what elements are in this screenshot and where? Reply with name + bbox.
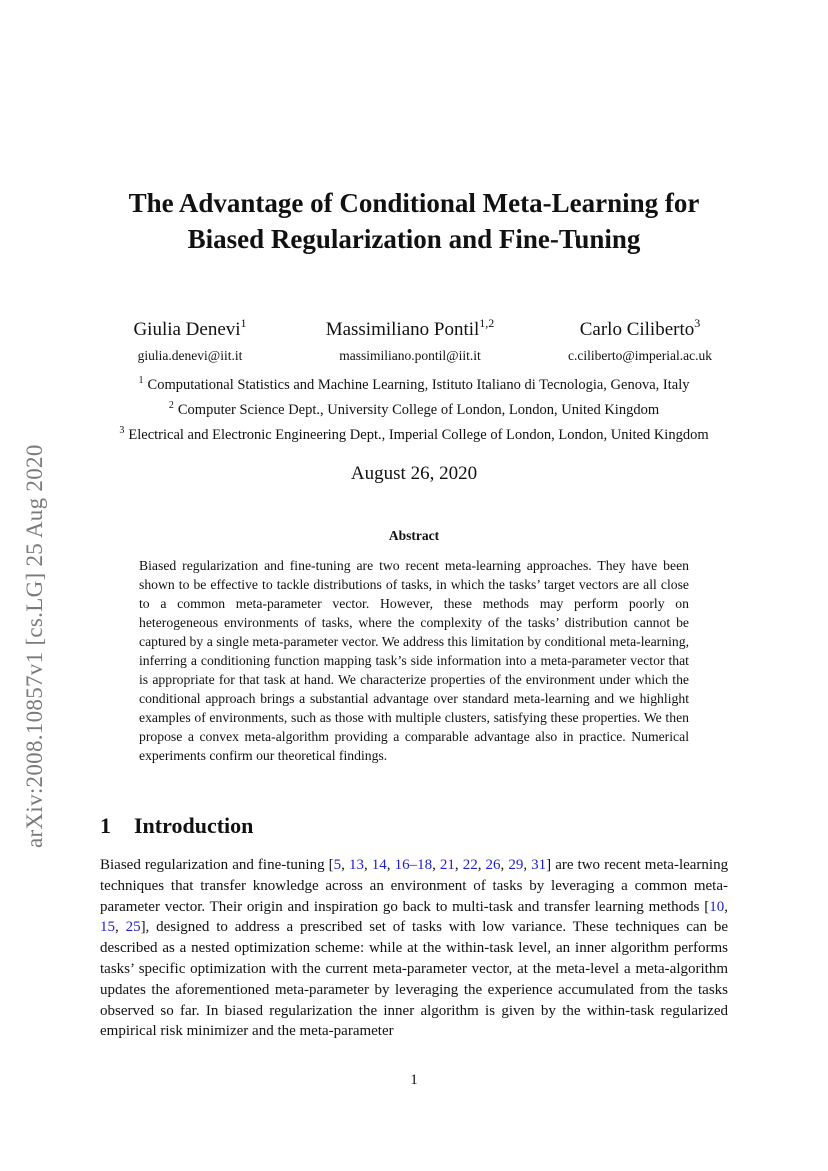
affiliation-1	[60, 375, 768, 395]
author-email: massimiliano.pontil@iit.it	[339, 348, 481, 363]
author-name	[540, 318, 740, 342]
abstract-heading: Abstract	[388, 528, 440, 543]
citation-link[interactable]: 25	[125, 919, 141, 936]
affiliation-3	[60, 425, 768, 445]
affiliation-text: Computer Science Dept., University College of London, London, United Kingdom	[177, 402, 660, 418]
paper-title	[60, 185, 768, 257]
affiliation-2	[60, 400, 768, 420]
citation-link[interactable]: 13	[348, 857, 364, 873]
intro-text: ] are two recent meta-learning techniques that transfer knowledge across an environment of tasks by leveraging a common meta-parameter vector. Their origin and inspiration go back to multi-task and transfer learning methods [	[100, 857, 729, 915]
title-line-2: Biased Regularization and Fine-Tuning	[187, 224, 641, 254]
citation-group-1: 5, 13, 14, 16–18, 21, 22, 26, 29, 31	[333, 857, 547, 873]
author-name	[100, 318, 280, 342]
citation-link[interactable]: 31	[531, 857, 547, 873]
author-name-text: Massimiliano Pontil	[325, 319, 480, 340]
intro-paragraph	[100, 855, 728, 1042]
author-affil-sup: 1	[240, 316, 247, 330]
author-email: giulia.denevi@iit.it	[137, 348, 243, 363]
citation-link[interactable]: 10	[709, 898, 725, 915]
section-title: Introduction	[134, 813, 254, 838]
author-block-2	[300, 318, 520, 366]
affiliation-sup: 2	[168, 400, 174, 411]
citation-link[interactable]: 29	[508, 857, 524, 873]
author-affil-sup: 1,2	[479, 316, 495, 330]
citation-link[interactable]: 21	[439, 857, 455, 873]
affiliation-sup: 1	[138, 375, 144, 386]
author-name-text: Giulia Denevi	[133, 319, 241, 340]
citation-link[interactable]: 5	[333, 857, 342, 873]
citation-group-2: 10, 15, 25	[100, 898, 728, 936]
citation-link[interactable]: 16–18	[394, 857, 433, 873]
affiliation-text: Computational Statistics and Machine Learning, Istituto Italiano di Tecnologia, Genova, Italy	[147, 377, 690, 393]
affiliation-sup: 3	[119, 425, 125, 436]
author-affil-sup: 3	[694, 316, 701, 330]
intro-text: ], designed to address a prescribed set of tasks with low variance. These techniques can be described as a nested optimization scheme: while at the within-task level, an inner algorithm performs tasks’ specific optimization with the current meta-parameter vector, at the meta-level a meta-algorithm updates the aforementioned meta-parameter by leveraging the experience accumulated from the tasks observed so far. In biased regularization the inner algorithm is given by the within-task regularized empirical risk minimizer and the meta-parameter	[100, 919, 728, 1040]
author-block-3	[540, 318, 740, 366]
arxiv-stamp: arXiv:2008.10857v1 [cs.LG] 25 Aug 2020	[22, 444, 47, 848]
paper-date: August 26, 2020	[350, 463, 478, 484]
intro-text: Biased regularization and fine-tuning [	[100, 857, 334, 873]
abstract-text: Biased regularization and fine-tuning are two recent meta-learning approaches. They have been shown to be effective to tackle distributions of tasks, in which the tasks’ target vectors are all close to a common meta-parameter vector. However, these methods may perform poorly on heterogeneous environments of tasks, where the complexity of the tasks’ distribution cannot be captured by a single meta-parameter vector. We address this limitation by conditional meta-learning, inferring a conditioning function mapping task’s side information into a meta-parameter vector that is appropriate for that task at hand. We characterize properties of the environment under which the conditional approach brings a substantial advantage over standard meta-learning and we highlight examples of environments, such as those with multiple clusters, satisfying these properties. We then propose a convex meta-algorithm providing a comparable advantage also in practice. Numerical experiments confirm our theoretical findings.	[139, 558, 689, 763]
citation-link[interactable]: 14	[371, 857, 387, 873]
citation-link[interactable]: 15	[100, 919, 115, 936]
author-name	[300, 318, 520, 342]
citation-link[interactable]: 22	[462, 857, 478, 873]
author-email: c.ciliberto@imperial.ac.uk	[568, 348, 712, 363]
title-line-1: The Advantage of Conditional Meta-Learning for	[128, 188, 700, 218]
author-name-text: Carlo Ciliberto	[579, 319, 695, 340]
affiliation-text: Electrical and Electronic Engineering Dept., Imperial College of London, London, United Kingdom	[128, 427, 709, 443]
page-number: 1	[410, 1072, 418, 1088]
section-heading	[100, 812, 253, 840]
citation-link[interactable]: 26	[485, 857, 501, 873]
section-number: 1	[100, 813, 111, 838]
author-block-1	[100, 318, 280, 366]
